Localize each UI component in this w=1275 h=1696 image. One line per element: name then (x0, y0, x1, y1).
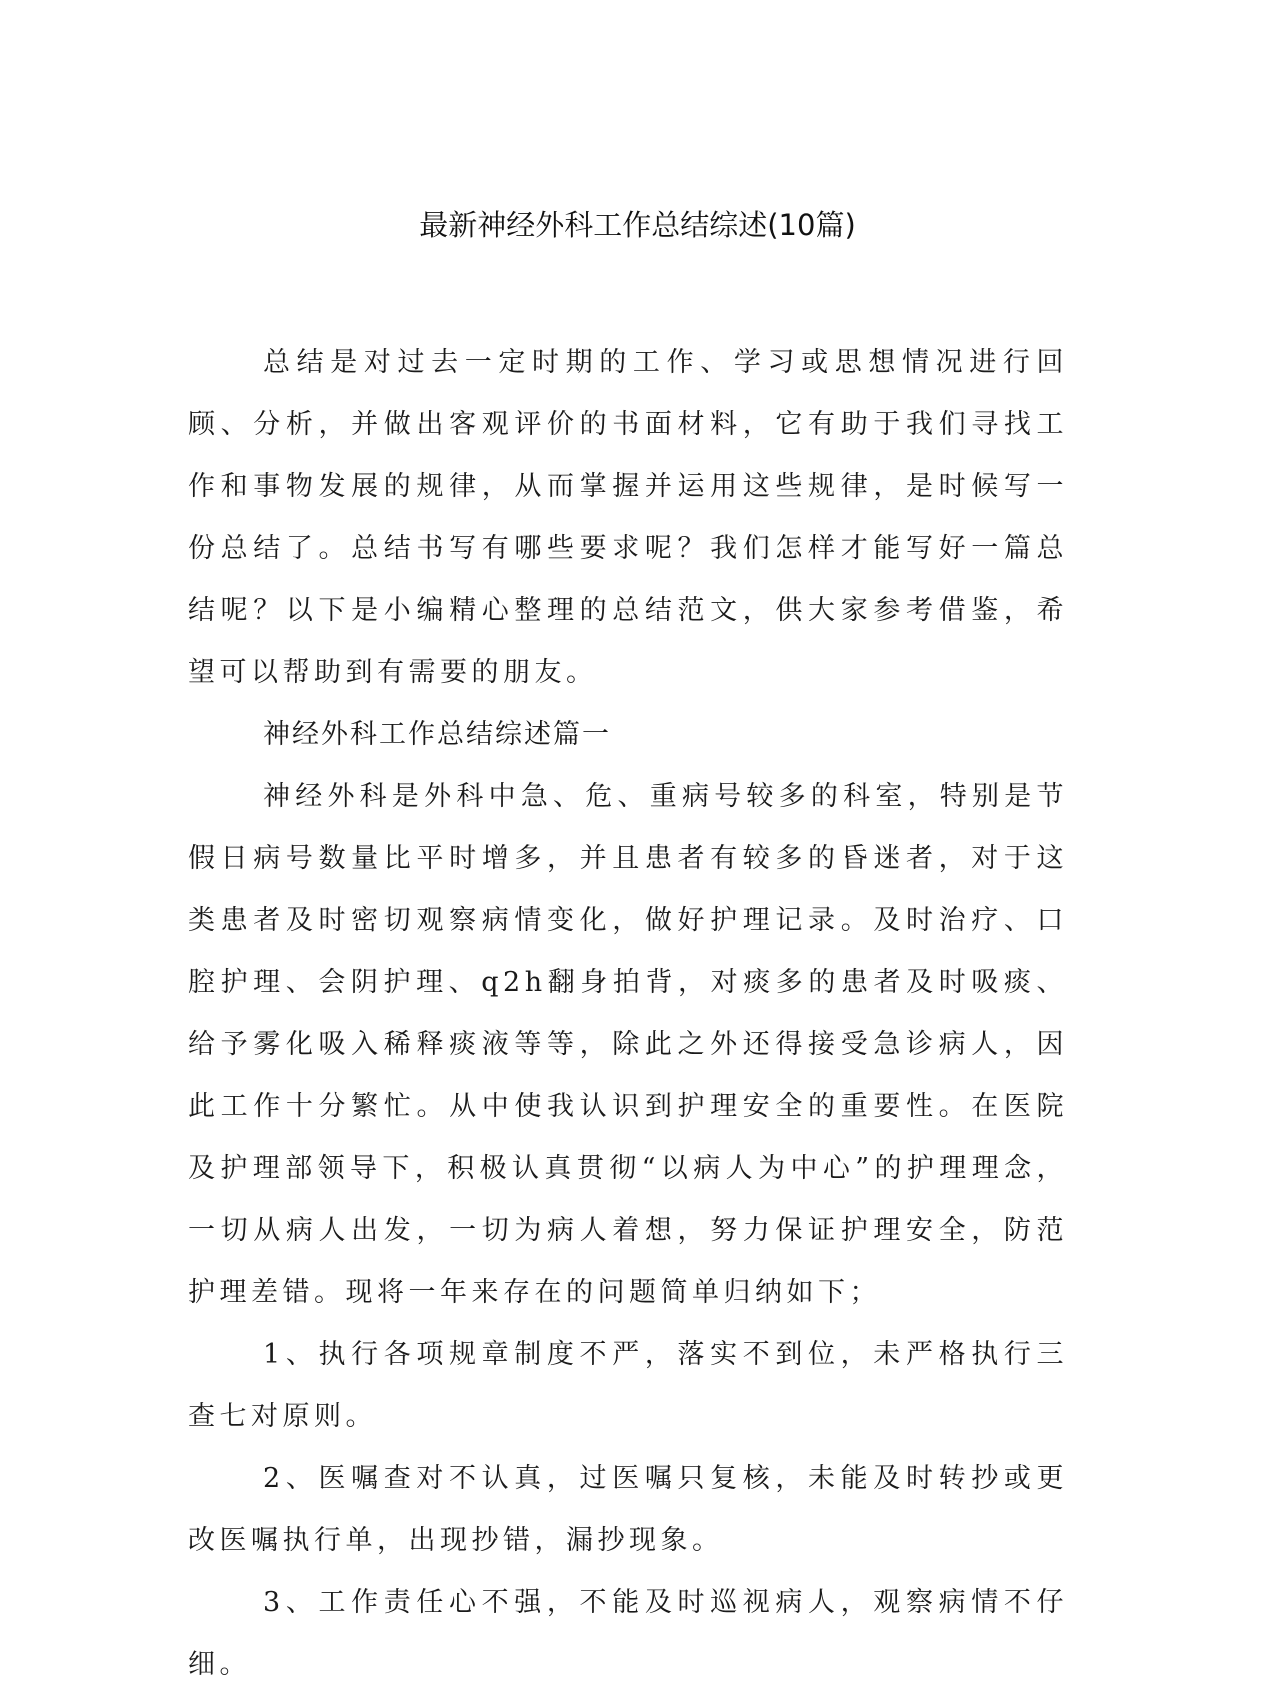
document-title: 最新神经外科工作总结综述(10篇) (419, 208, 856, 242)
document-body (188, 332, 1068, 1696)
list-item-1: 1、执行各项规章制度不严，落实不到位，未严格执行三查七对原则。 (188, 1339, 1068, 1432)
intro-paragraph: 总结是对过去一定时期的工作、学习或思想情况进行回顾、分析，并做出客观评价的书面材料，它有助于我们寻找工作和事物发展的规律，从而掌握并运用这些规律，是时候写一份总结了。总结书写有哪些要求呢？我们怎样才能写好一篇总结呢？以下是小编精心整理的总结范文，供大家参考借鉴，希望可以帮助到有需要的朋友。 (188, 347, 1068, 688)
body-paragraph: 神经外科是外科中急、危、重病号较多的科室，特别是节假日病号数量比平时增多，并且患者有较多的昏迷者，对于这类患者及时密切观察病情变化，做好护理记录。及时治疗、口腔护理、会阴护理、q2h翻身拍背，对痰多的患者及时吸痰、给予雾化吸入稀释痰液等等，除此之外还得接受急诊病人，因此工作十分繁忙。从中使我认识到护理安全的重要性。在医院及护理部领导下，积极认真贯彻“以病人为中心”的护理理念，一切从病人出发，一切为病人着想，努力保证护理安全，防范护理差错。现将一年来存在的问题简单归纳如下； (188, 781, 1068, 1308)
section-heading: 神经外科工作总结综述篇一 (263, 719, 611, 750)
list-item-3: 3、工作责任心不强，不能及时巡视病人，观察病情不仔细。 (188, 1587, 1068, 1680)
list-item-2: 2、医嘱查对不认真，过医嘱只复核，未能及时转抄或更改医嘱执行单，出现抄错，漏抄现象。 (188, 1463, 1068, 1556)
